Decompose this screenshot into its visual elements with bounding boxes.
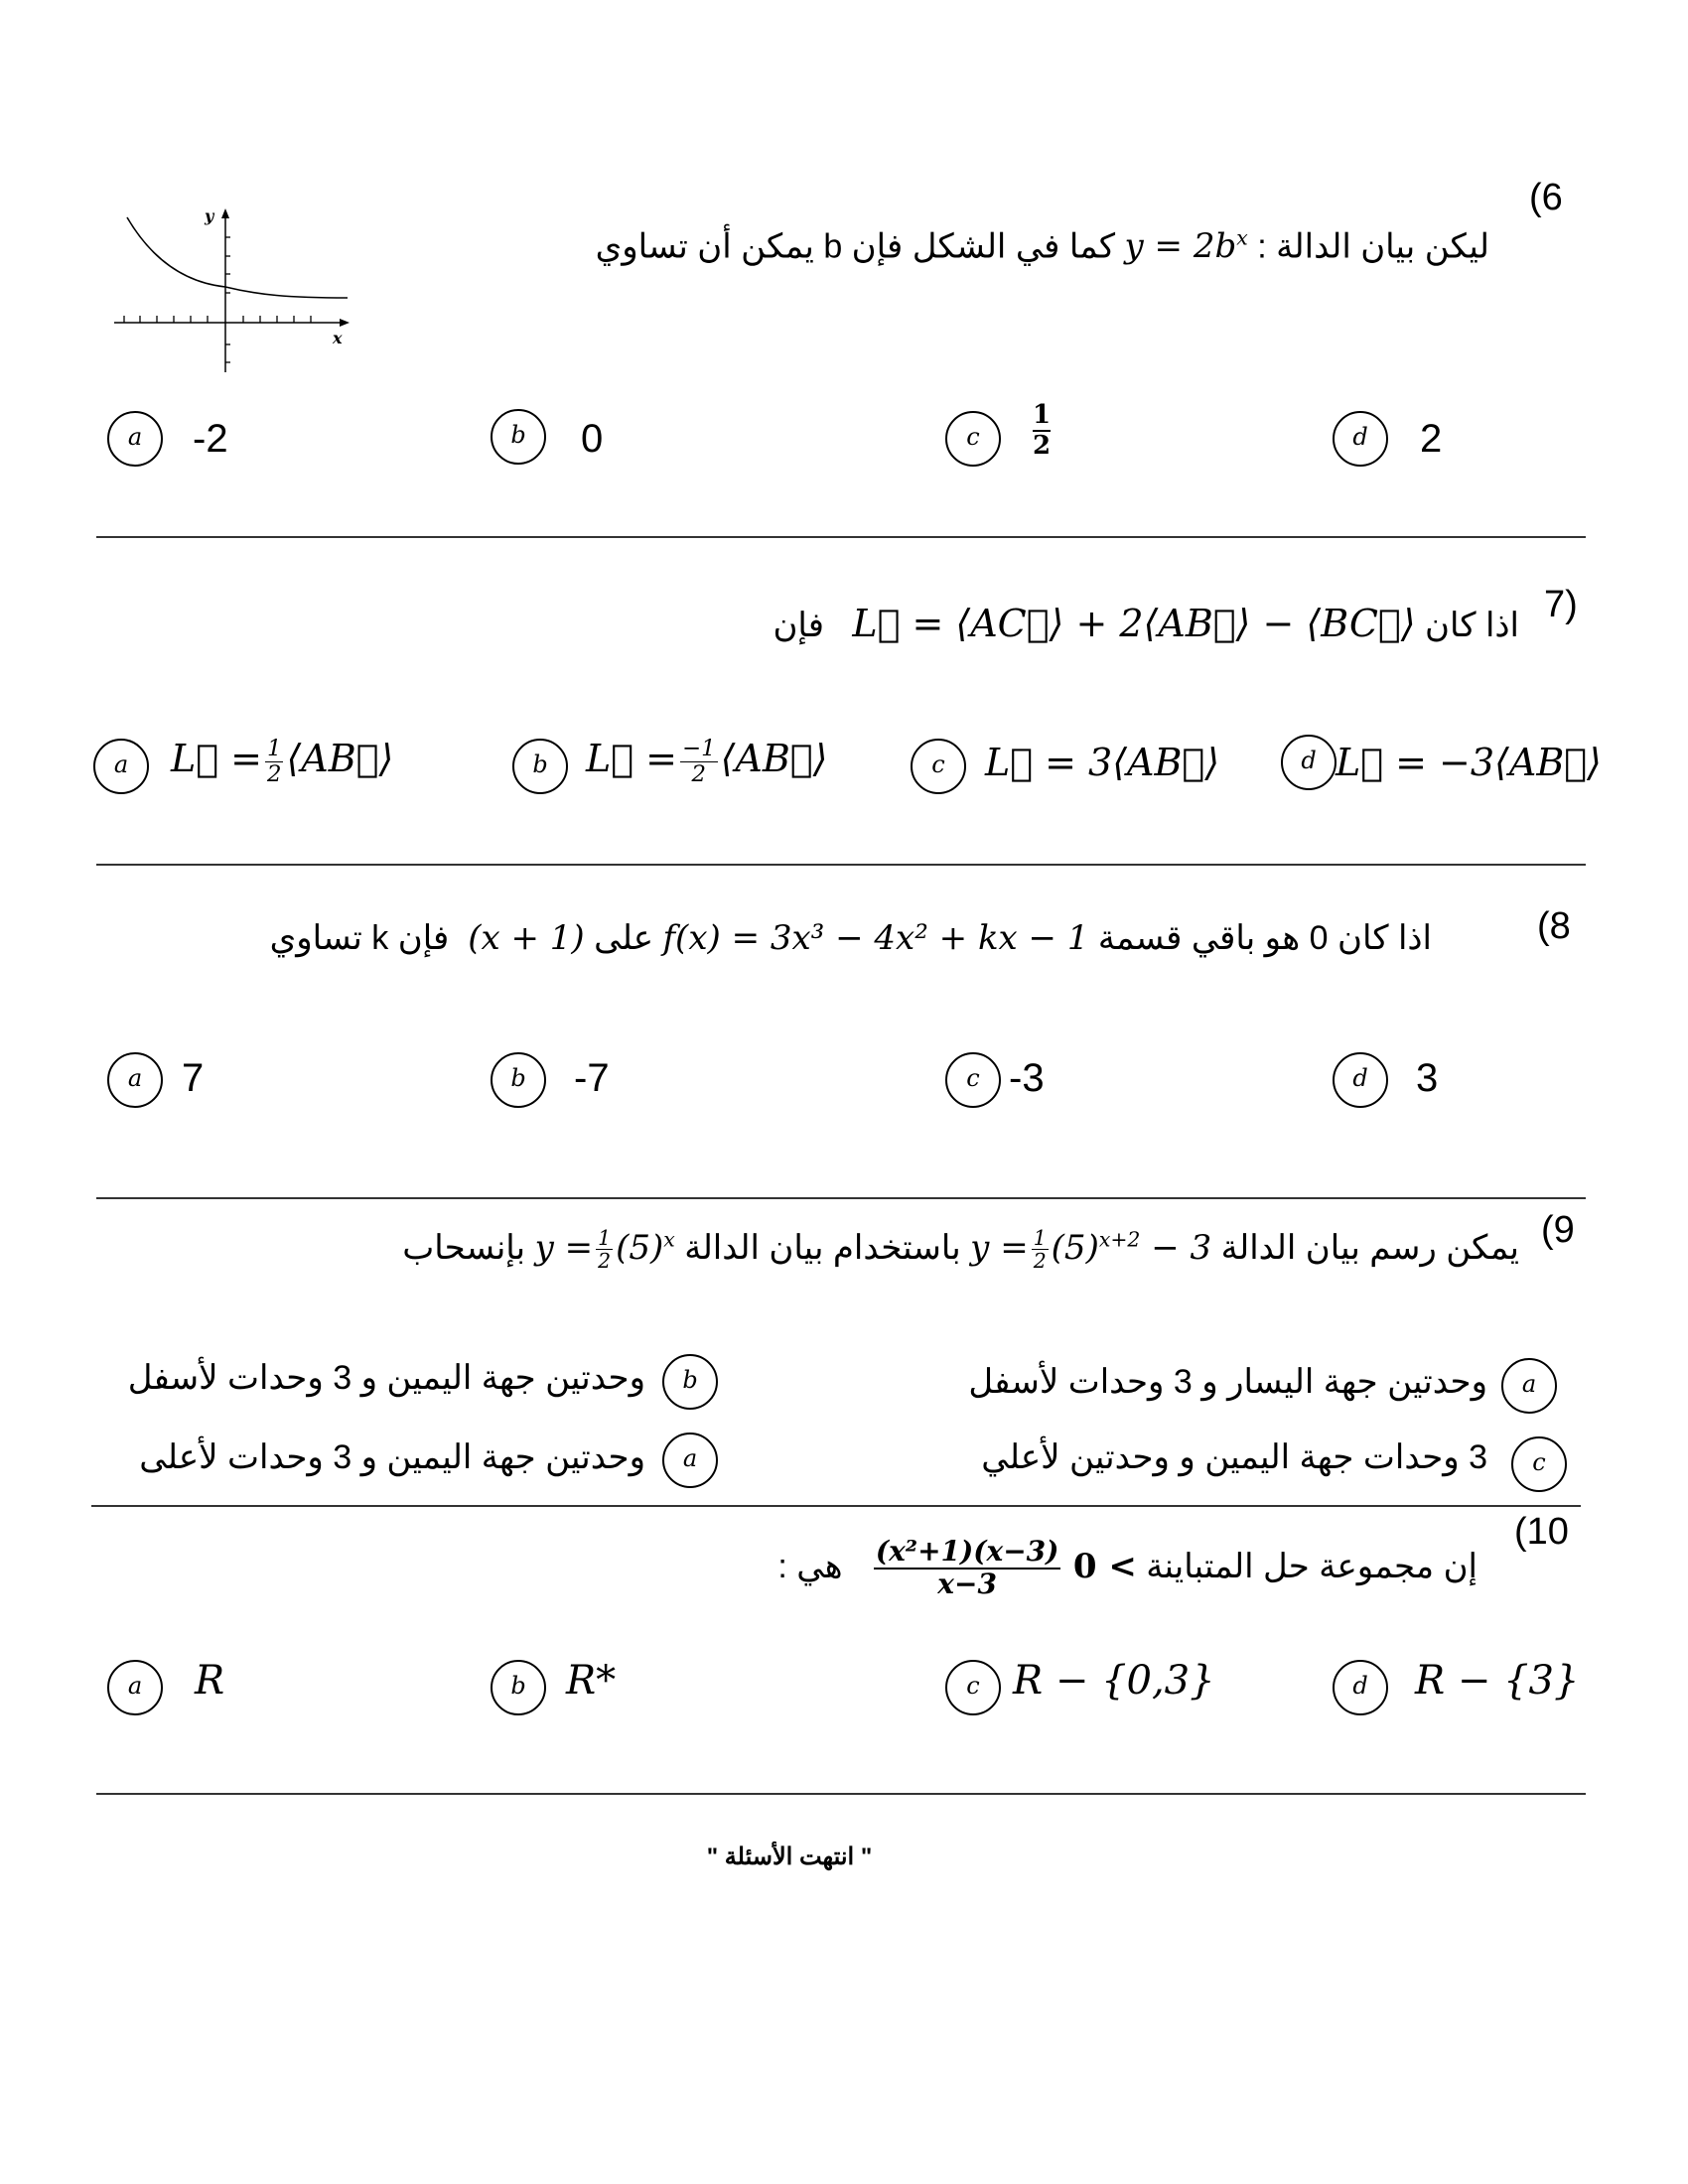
q9-b-num: 1 <box>598 1226 612 1250</box>
q9-text-after: بإنسحاب <box>402 1228 526 1267</box>
q10-option-d-circle[interactable]: d <box>1333 1660 1388 1715</box>
q6-graph-y-label: y <box>205 206 214 225</box>
q8-option-c-value: -3 <box>1009 1056 1045 1100</box>
q8-text-after: فإن k تساوي <box>269 919 450 957</box>
q6-option-b-circle[interactable]: b <box>491 409 546 465</box>
q8-option-d-value: 3 <box>1416 1056 1439 1100</box>
question-7-text <box>773 602 1519 645</box>
q9-a-prefix: y = <box>970 1227 1029 1268</box>
q7-b-den: 2 <box>691 761 707 788</box>
q9-a-base: (5) <box>1051 1227 1099 1268</box>
q9-b-prefix: y = <box>534 1227 594 1268</box>
q9-a-den: 2 <box>1033 1249 1047 1274</box>
q10-zero-less <box>1073 1547 1137 1586</box>
q6-option-d-circle[interactable]: d <box>1333 411 1388 467</box>
q6-formula-exp: x <box>1236 226 1248 250</box>
q7-a-den: 2 <box>266 761 282 788</box>
q8-option-d-circle[interactable]: d <box>1333 1052 1388 1108</box>
q9-option-d-value: وحدتين جهة اليمين و 3 وحدات لأعلى <box>139 1438 645 1476</box>
q7-a-prefix: L⃗ = <box>171 737 262 781</box>
q9-option-c-value: 3 وحدات جهة اليمين و وحدتين لأعلي <box>981 1438 1487 1476</box>
q6-text-after: كما في الشكل فإن b يمكن أن تساوي <box>595 227 1116 266</box>
q10-option-a-circle[interactable]: a <box>107 1660 163 1715</box>
q6-option-a-value: -2 <box>193 417 228 461</box>
q6-graph <box>109 204 357 377</box>
q7-a-suffix: ⟨AB⃗⟩ <box>286 737 394 781</box>
q9-a-num: 1 <box>1033 1226 1047 1250</box>
q9-a-suffix: − 3 <box>1151 1227 1212 1268</box>
q7-option-c-circle[interactable]: c <box>911 739 966 794</box>
q7-option-b-value <box>586 737 827 787</box>
q6-option-d-value: 2 <box>1420 417 1443 461</box>
q6-option-b-value: 0 <box>581 417 604 461</box>
q7-formula: L⃗ = ⟨AC⃗⟩ + 2⟨AB⃗⟩ − ⟨BC⃗⟩ <box>852 602 1416 645</box>
q8-divisor: (x + 1) <box>468 918 585 958</box>
q7-option-a-circle[interactable]: a <box>93 739 149 794</box>
q9-option-d-circle[interactable]: a <box>662 1433 718 1488</box>
q9-b-den: 2 <box>598 1249 612 1274</box>
divider <box>96 864 1586 866</box>
q7-option-b-circle[interactable]: b <box>512 739 568 794</box>
q10-option-c-value: R − {0,3} <box>1013 1658 1215 1704</box>
q8-option-b-circle[interactable]: b <box>491 1052 546 1108</box>
q8-option-c-circle[interactable]: c <box>945 1052 1001 1108</box>
q9-option-a-circle[interactable]: a <box>1501 1358 1557 1414</box>
divider <box>96 536 1586 538</box>
q8-option-a-value: 7 <box>182 1056 205 1100</box>
question-6-number: (6 <box>1529 177 1563 218</box>
q7-b-prefix: L⃗ = <box>586 737 677 781</box>
end-of-questions-footer: " انتهت الأسئلة " <box>706 1843 873 1870</box>
q7-option-c-value: L⃗ = 3⟨AB⃗⟩ <box>985 741 1220 784</box>
question-8-number: (8 <box>1537 905 1571 947</box>
question-10-text <box>777 1537 1477 1600</box>
question-6-text <box>596 226 1489 266</box>
divider <box>91 1505 1581 1507</box>
q7-option-d-value: L⃗ = −3⟨AB⃗⟩ <box>1336 741 1602 784</box>
q9-text-mid: باستخدام بيان الدالة <box>684 1228 961 1267</box>
q10-option-b-circle[interactable]: b <box>491 1660 546 1715</box>
q10-zero: 0 < <box>1072 1546 1137 1586</box>
question-9-number: (9 <box>1541 1209 1575 1251</box>
q6-formula-base: y = 2b <box>1124 226 1237 267</box>
q7-option-d-circle[interactable]: d <box>1281 735 1336 790</box>
q9-option-c-circle[interactable]: c <box>1511 1436 1567 1492</box>
q8-text-before: اذا كان 0 هو باقي قسمة <box>1097 919 1432 957</box>
question-8-text <box>270 918 1432 958</box>
q9-a-exp: x+2 <box>1098 1227 1141 1252</box>
q9-b-exp: x <box>663 1227 675 1252</box>
q10-text-before: إن مجموعة حل المتباينة <box>1146 1547 1477 1585</box>
q10-option-b-value: R* <box>566 1658 617 1704</box>
q7-b-suffix: ⟨AB⃗⟩ <box>720 737 828 781</box>
question-10-number: (10 <box>1514 1511 1569 1553</box>
question-7-number: 7) <box>1544 584 1578 625</box>
q6-c-numerator: 1 <box>1033 400 1052 430</box>
q10-option-a-value: R <box>195 1658 225 1704</box>
q6-graph-x-label: x <box>333 329 343 347</box>
q6-option-c-value <box>1033 401 1051 460</box>
q9-formula-b <box>534 1226 675 1274</box>
q8-option-a-circle[interactable]: a <box>107 1052 163 1108</box>
question-9-text <box>402 1227 1519 1273</box>
q6-text-before: ليكن بيان الدالة : <box>1257 227 1489 266</box>
q10-fraction <box>874 1537 1061 1600</box>
q6-option-a-circle[interactable]: a <box>107 411 163 467</box>
q9-option-b-circle[interactable]: b <box>662 1354 718 1410</box>
q6-option-c-circle[interactable]: c <box>945 411 1001 467</box>
q9-b-base: (5) <box>616 1227 664 1268</box>
q7-text-before: اذا كان <box>1425 607 1519 644</box>
q10-numerator: (x²+1)(x−3) <box>875 1535 1059 1568</box>
q9-option-b-value: وحدتين جهة اليمين و 3 وحدات لأسفل <box>127 1359 645 1397</box>
q6-formula <box>1125 226 1248 266</box>
q9-formula-a <box>970 1226 1212 1274</box>
q8-formula: f(x) = 3x³ − 4x² + kx − 1 <box>662 918 1089 958</box>
q10-text-after: هي : <box>777 1547 843 1585</box>
q8-option-b-value: -7 <box>574 1056 610 1100</box>
q7-text-after: فإن <box>773 607 825 644</box>
q9-text-before: يمكن رسم بيان الدالة <box>1220 1228 1519 1267</box>
q6-c-denominator: 2 <box>1033 430 1052 461</box>
q10-denominator: x−3 <box>937 1567 997 1600</box>
q9-option-a-value: وحدتين جهة اليسار و 3 وحدات لأسفل <box>968 1363 1487 1401</box>
q7-a-num: 1 <box>266 736 282 761</box>
divider <box>96 1197 1586 1199</box>
q10-option-c-circle[interactable]: c <box>945 1660 1001 1715</box>
q7-option-a-value <box>171 737 393 787</box>
divider <box>96 1793 1586 1795</box>
q7-b-num: −1 <box>681 736 716 761</box>
q10-option-d-value: R − {3} <box>1415 1658 1580 1704</box>
q8-text-mid: على <box>594 919 654 957</box>
